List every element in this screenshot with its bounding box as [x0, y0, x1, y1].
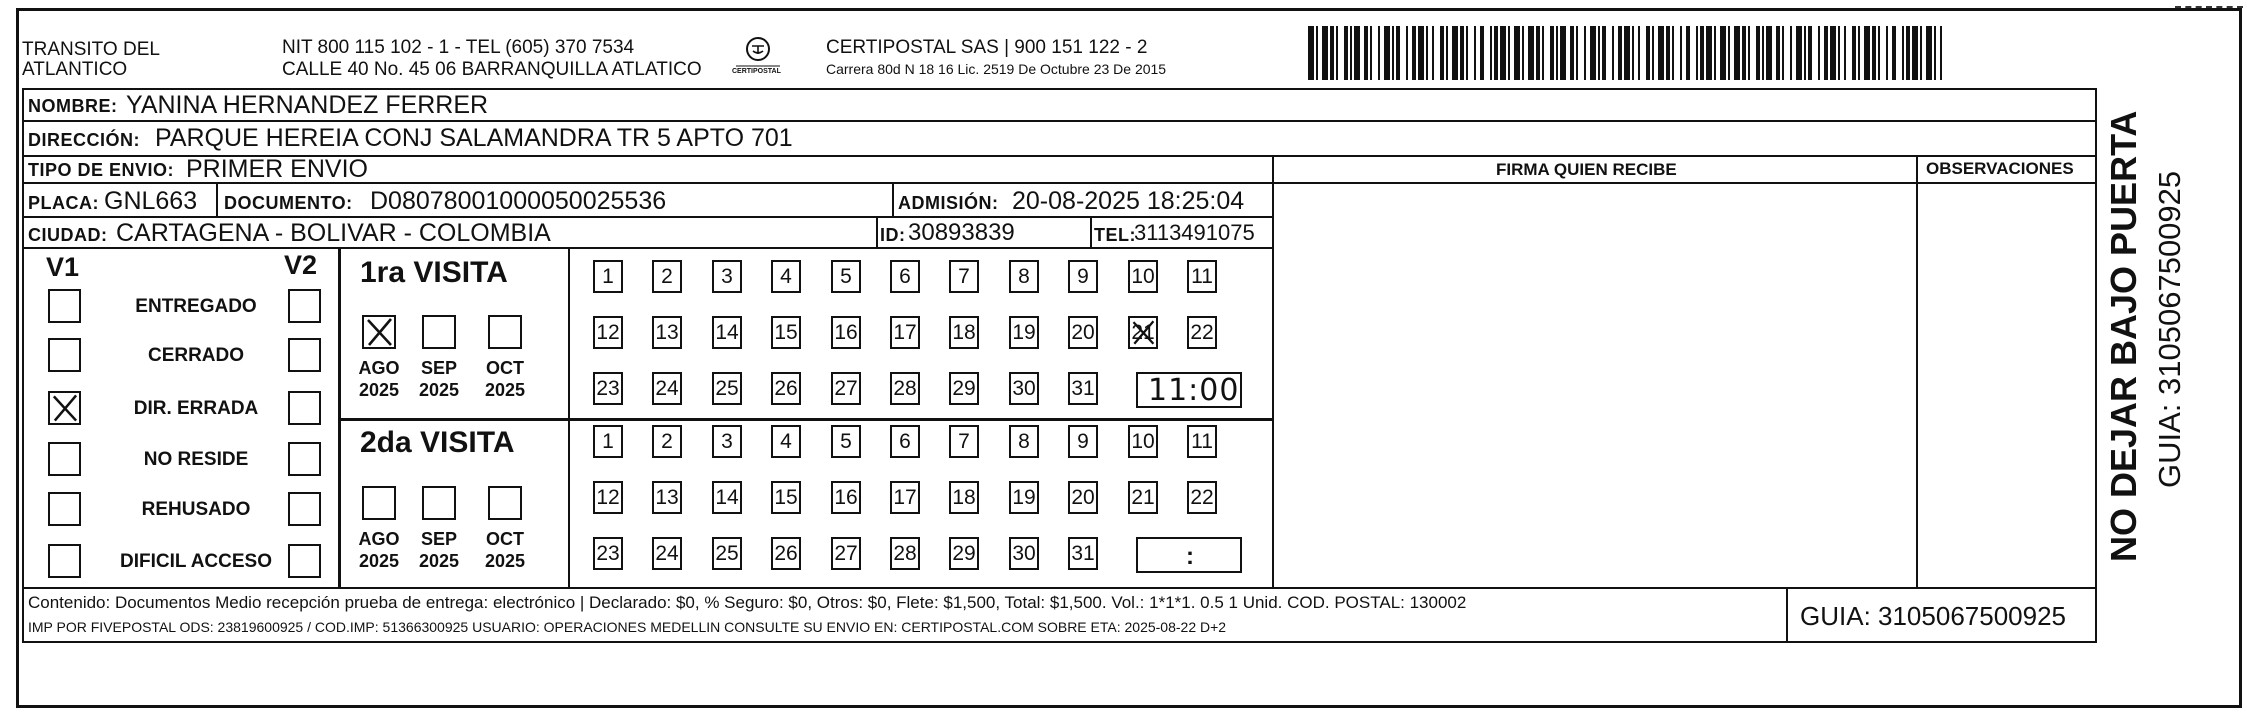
day-number: 27	[834, 377, 858, 400]
first-visit-day[interactable]	[1068, 372, 1098, 405]
first-visit-day[interactable]	[593, 260, 623, 293]
v1-checkbox[interactable]	[48, 544, 81, 578]
second-visit-day[interactable]	[593, 425, 623, 458]
day-number: 15	[774, 486, 798, 509]
day-number: 14	[715, 486, 739, 509]
v1-checkbox[interactable]	[48, 338, 81, 372]
first-visit-day[interactable]	[831, 260, 861, 293]
second-visit-day[interactable]	[949, 425, 979, 458]
day-number: 24	[655, 542, 679, 565]
first-visit-month-year: 2025	[484, 380, 526, 400]
placa-label: PLACA:	[28, 193, 99, 213]
second-visit-day[interactable]	[593, 481, 623, 514]
guia-footer: GUIA: 3105067500925	[1800, 601, 2066, 631]
second-visit-day[interactable]	[1009, 481, 1039, 514]
first-visit-day[interactable]	[712, 316, 742, 349]
first-visit-day[interactable]	[712, 372, 742, 405]
day-number: 11	[1191, 265, 1213, 288]
org-name-line1: TRANSITO DEL	[22, 39, 160, 60]
id-label: ID:	[880, 225, 906, 245]
second-visit-month-checkbox[interactable]	[362, 486, 396, 520]
day-number: 1	[602, 430, 614, 453]
day-number: 2	[661, 265, 673, 288]
second-visit-title: 2da VISITA	[360, 426, 515, 459]
day-number: 9	[1077, 430, 1089, 453]
day-number: 27	[834, 542, 858, 565]
company-address: Carrera 80d N 18 16 Lic. 2519 De Octubre 23 De 2015	[826, 61, 1167, 77]
day-number: 10	[1131, 430, 1155, 453]
day-number: 26	[774, 377, 798, 400]
tel-label: TEL:	[1094, 225, 1136, 245]
day-number: 12	[596, 321, 620, 344]
logo-text: CERTIPOSTAL	[732, 68, 781, 75]
second-visit-time: :	[1186, 543, 1194, 570]
day-number: 22	[1190, 321, 1214, 344]
first-visit-day[interactable]	[831, 372, 861, 405]
second-visit-day[interactable]	[1128, 425, 1158, 458]
second-visit-day[interactable]	[1068, 481, 1098, 514]
day-number: 19	[1012, 486, 1036, 509]
day-number: 6	[899, 265, 911, 288]
day-number: 6	[899, 430, 911, 453]
tipo-envio-value: PRIMER ENVIO	[186, 155, 368, 183]
tipo-envio-label: TIPO DE ENVIO:	[28, 160, 175, 180]
day-number: 12	[596, 486, 620, 509]
day-number: 30	[1012, 542, 1036, 565]
side-text	[2103, 96, 2216, 566]
nombre-label: NOMBRE:	[28, 96, 118, 116]
day-number: 17	[893, 321, 917, 344]
day-number: 22	[1190, 486, 1214, 509]
day-number: 5	[840, 265, 852, 288]
first-visit-day[interactable]	[831, 316, 861, 349]
second-visit-time-box[interactable]	[1136, 537, 1242, 573]
first-visit-day[interactable]	[1187, 316, 1217, 349]
first-visit-day[interactable]	[593, 372, 623, 405]
first-visit-day[interactable]	[1068, 260, 1098, 293]
second-visit-day[interactable]	[1068, 537, 1098, 570]
second-visit-day[interactable]	[712, 425, 742, 458]
second-visit-day[interactable]	[890, 425, 920, 458]
status-option-label: REHUSADO	[141, 499, 251, 520]
first-visit-day[interactable]	[771, 260, 801, 293]
org-name-line2: ATLANTICO	[22, 59, 128, 80]
second-visit-day[interactable]	[771, 425, 801, 458]
footer-line1: Contenido: Documentos Medio recepción prueba de entrega: electrónico | Declarado: $0, % Seguro: $0, Otros: $0, Flete: $1,500, Total: $1,500. Vol.: 1*1*1. 0.5 1 Unid. COD. POSTAL: 130002	[28, 593, 1467, 612]
day-number: 9	[1077, 265, 1089, 288]
first-visit-day[interactable]	[652, 260, 682, 293]
company-line: CERTIPOSTAL SAS | 900 151 122 - 2	[826, 37, 1148, 58]
first-visit-month-year: 2025	[418, 380, 460, 400]
side-guia: GUIA: 3105067500925	[2152, 170, 2187, 488]
day-number: 13	[655, 321, 679, 344]
day-number: 13	[655, 486, 679, 509]
first-visit-day[interactable]	[890, 372, 920, 405]
placa-value: GNL663	[104, 187, 198, 215]
second-visit-day[interactable]	[1009, 537, 1039, 570]
day-number: 3	[721, 430, 733, 453]
day-number: 18	[952, 486, 976, 509]
day-number: 8	[1018, 265, 1030, 288]
second-visit-day[interactable]	[1187, 425, 1217, 458]
side-warning: NO DEJAR BAJO PUERTA	[2103, 110, 2144, 562]
guia-footer-box	[1786, 587, 2097, 643]
status-option-label: ENTREGADO	[135, 296, 257, 317]
day-number: 16	[834, 486, 858, 509]
v2-checkbox[interactable]	[288, 338, 321, 372]
v2-checkbox[interactable]	[288, 289, 321, 323]
day-number: 23	[596, 542, 620, 565]
day-number: 30	[1012, 377, 1036, 400]
day-number: 28	[893, 377, 917, 400]
v1-checkbox[interactable]	[48, 391, 81, 425]
day-number: 29	[952, 542, 976, 565]
day-number: 19	[1012, 321, 1036, 344]
v1-checkbox[interactable]	[48, 442, 81, 476]
day-number: 20	[1071, 486, 1095, 509]
day-number: 25	[715, 542, 739, 565]
second-visit-day[interactable]	[652, 537, 682, 570]
day-number: 4	[780, 265, 792, 288]
day-number: 23	[596, 377, 620, 400]
second-visit-month-year: 2025	[484, 551, 526, 571]
day-number: 31	[1071, 542, 1095, 565]
corner-dashes	[2175, 6, 2243, 10]
tel-value: 3113491075	[1134, 220, 1255, 245]
second-visit-day[interactable]	[1068, 425, 1098, 458]
day-number: 18	[952, 321, 976, 344]
first-visit-month-name: SEP	[420, 358, 458, 378]
certipostal-logo	[728, 34, 788, 78]
v1-checkbox[interactable]	[48, 289, 81, 323]
first-visit-day[interactable]	[1009, 372, 1039, 405]
first-visit-day[interactable]	[771, 372, 801, 405]
day-number: 24	[655, 377, 679, 400]
day-number: 28	[893, 542, 917, 565]
second-visit-day[interactable]	[593, 537, 623, 570]
first-visit-day[interactable]	[1128, 316, 1158, 349]
day-number: 8	[1018, 430, 1030, 453]
second-visit-day[interactable]	[771, 537, 801, 570]
second-visit-day[interactable]	[890, 481, 920, 514]
second-visit-month-checkbox[interactable]	[422, 486, 456, 520]
first-visit-day[interactable]	[949, 260, 979, 293]
day-number: 5	[840, 430, 852, 453]
day-number: 7	[958, 265, 970, 288]
nombre-value: YANINA HERNANDEZ FERRER	[126, 91, 489, 119]
second-visit-day[interactable]	[831, 537, 861, 570]
ciudad-value: CARTAGENA - BOLIVAR - COLOMBIA	[116, 219, 551, 247]
first-visit-month-year: 2025	[358, 380, 400, 400]
second-visit-day[interactable]	[771, 481, 801, 514]
admision-value: 20-08-2025 18:25:04	[1012, 187, 1245, 215]
firma-header: FIRMA QUIEN RECIBE	[1496, 160, 1677, 179]
documento-value: D08078001000050025536	[370, 187, 667, 215]
address-line: CALLE 40 No. 45 06 BARRANQUILLA ATLATICO	[282, 59, 702, 80]
second-visit-day[interactable]	[890, 537, 920, 570]
second-visit-day[interactable]	[831, 481, 861, 514]
direccion-value: PARQUE HEREIA CONJ SALAMANDRA TR 5 APTO 701	[155, 124, 793, 152]
documento-label: DOCUMENTO:	[224, 193, 353, 213]
second-visit-day[interactable]	[712, 481, 742, 514]
first-visit-day[interactable]	[652, 372, 682, 405]
id-value: 30893839	[908, 219, 1015, 246]
status-option-label: DIFICIL ACCESO	[119, 551, 272, 572]
day-number: 26	[774, 542, 798, 565]
first-visit-time: 11:00	[1148, 373, 1240, 408]
second-visit-day[interactable]	[831, 425, 861, 458]
first-visit-day[interactable]	[712, 260, 742, 293]
day-number: 2	[661, 430, 673, 453]
day-number: 25	[715, 377, 739, 400]
admision-label: ADMISIÓN:	[898, 193, 999, 213]
second-visit-month-year: 2025	[418, 551, 460, 571]
day-number: 21	[1131, 321, 1155, 344]
first-visit-day[interactable]	[1068, 316, 1098, 349]
first-visit-month-name: AGO	[358, 358, 400, 378]
day-number: 21	[1131, 486, 1155, 509]
first-visit-day[interactable]	[1009, 260, 1039, 293]
ciudad-label: CIUDAD:	[28, 225, 108, 245]
status-option-label: DIR. ERRADA	[133, 398, 259, 419]
v1-checkbox[interactable]	[48, 492, 81, 526]
day-number: 3	[721, 265, 733, 288]
barcode	[1308, 26, 1942, 80]
first-visit-day[interactable]	[1128, 260, 1158, 293]
first-visit-day[interactable]	[890, 260, 920, 293]
first-visit-month-checkbox[interactable]	[488, 315, 522, 349]
second-visit-month-name: AGO	[358, 529, 400, 549]
status-option-label: NO RESIDE	[143, 449, 249, 470]
day-number: 15	[774, 321, 798, 344]
day-number: 31	[1071, 377, 1095, 400]
footer-line2: IMP POR FIVEPOSTAL ODS: 23819600925 / COD.IMP: 51366300925 USUARIO: OPERACIONES MEDELLIN CONSULTE SU ENVIO EN: CERTIPOSTAL.COM SOBRE ETA: 2025-08-22 D+2	[28, 619, 1227, 635]
first-visit-day[interactable]	[949, 316, 979, 349]
v2-checkbox[interactable]	[288, 391, 321, 425]
observaciones-header: OBSERVACIONES	[1926, 159, 2074, 178]
day-number: 7	[958, 430, 970, 453]
v2-checkbox[interactable]	[288, 442, 321, 476]
day-number: 11	[1191, 430, 1213, 453]
first-visit-month-name: OCT	[486, 358, 524, 378]
second-visit-month-checkbox[interactable]	[488, 486, 522, 520]
status-option-label: CERRADO	[147, 345, 245, 366]
first-visit-day[interactable]	[890, 316, 920, 349]
first-visit-time-box[interactable]	[1136, 372, 1242, 408]
day-number: 20	[1071, 321, 1095, 344]
day-number: 10	[1131, 265, 1155, 288]
second-visit-day[interactable]	[652, 425, 682, 458]
day-number: 4	[780, 430, 792, 453]
first-visit-month-checkbox[interactable]	[422, 315, 456, 349]
second-visit-day[interactable]	[949, 481, 979, 514]
day-number: 16	[834, 321, 858, 344]
second-visit-month-name: SEP	[420, 529, 458, 549]
direccion-label: DIRECCIÓN:	[28, 130, 140, 150]
second-visit-day[interactable]	[712, 537, 742, 570]
first-visit-day[interactable]	[1009, 316, 1039, 349]
second-visit-day[interactable]	[1187, 481, 1217, 514]
day-number: 29	[952, 377, 976, 400]
second-visit-day[interactable]	[949, 537, 979, 570]
v2-checkbox[interactable]	[288, 544, 321, 578]
second-visit-month-year: 2025	[358, 551, 400, 571]
first-visit-day[interactable]	[593, 316, 623, 349]
v2-header: V2	[284, 250, 318, 280]
day-number: 17	[893, 486, 917, 509]
first-visit-day[interactable]	[771, 316, 801, 349]
day-number: 1	[602, 265, 614, 288]
second-visit-day[interactable]	[1128, 481, 1158, 514]
first-visit-day[interactable]	[652, 316, 682, 349]
first-visit-month-checkbox[interactable]	[362, 315, 396, 349]
day-number: 14	[715, 321, 739, 344]
first-visit-day[interactable]	[949, 372, 979, 405]
v2-checkbox[interactable]	[288, 492, 321, 526]
second-visit-day[interactable]	[1009, 425, 1039, 458]
first-visit-day[interactable]	[1187, 260, 1217, 293]
second-visit-month-name: OCT	[486, 529, 524, 549]
v1-header: V1	[46, 252, 80, 282]
nit-line: NIT 800 115 102 - 1 - TEL (605) 370 7534	[282, 37, 635, 58]
second-visit-day[interactable]	[652, 481, 682, 514]
first-visit-title: 1ra VISITA	[360, 256, 508, 289]
